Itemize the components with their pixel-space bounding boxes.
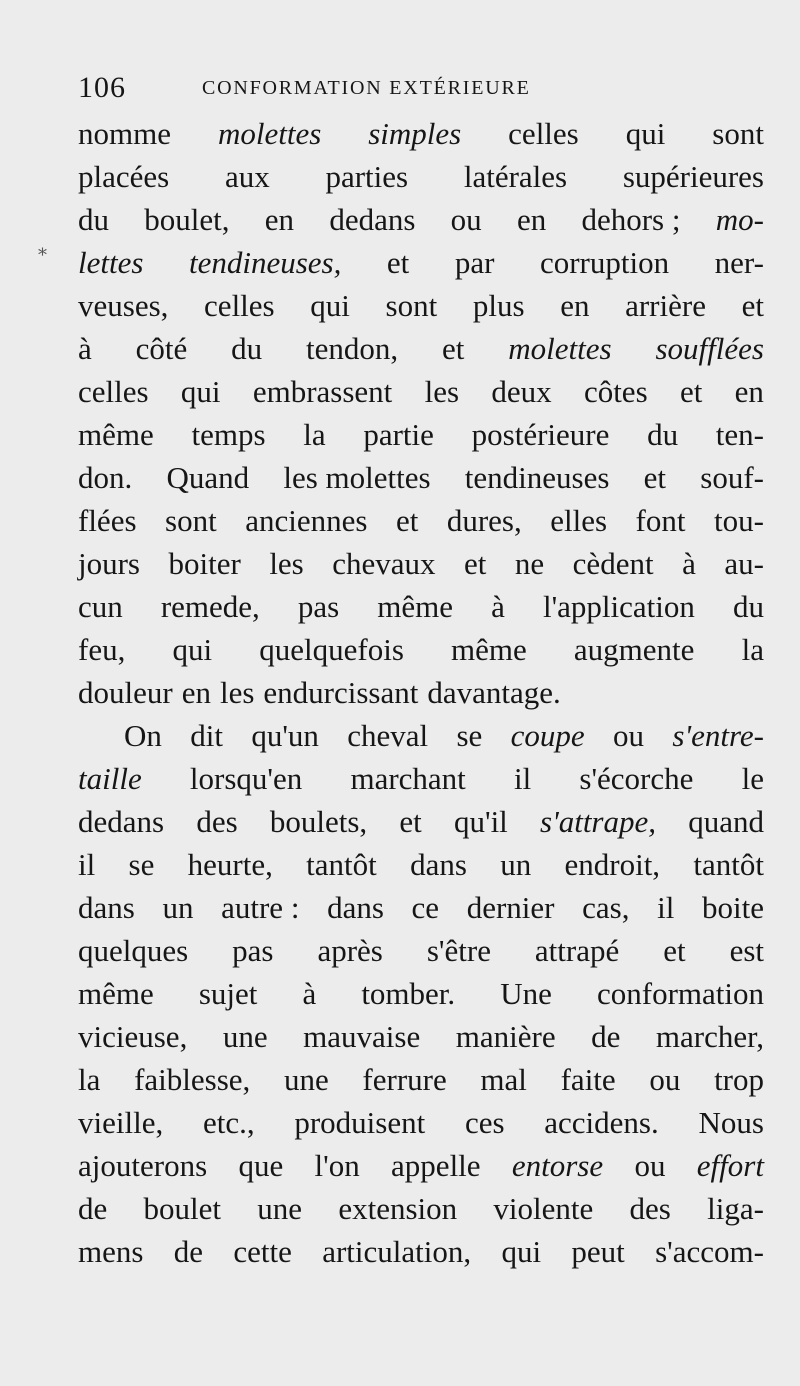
word: tendineuses xyxy=(464,460,610,495)
text-line xyxy=(78,327,764,370)
word: les molettes xyxy=(283,460,431,495)
text-line xyxy=(78,112,764,155)
word: remede, xyxy=(160,589,260,624)
word: de xyxy=(78,1191,108,1226)
word: ou xyxy=(613,718,645,753)
word: et xyxy=(395,503,419,538)
word: mens xyxy=(78,1234,144,1269)
word: des xyxy=(196,804,238,839)
word: boiter xyxy=(168,546,241,581)
word: par xyxy=(454,245,495,280)
word: liga- xyxy=(707,1191,764,1226)
word: anciennes xyxy=(245,503,368,538)
word: ou xyxy=(649,1062,681,1097)
word: davantage. xyxy=(427,675,561,710)
word: don. xyxy=(78,460,133,495)
word: un xyxy=(162,890,194,925)
word: lorsqu'en xyxy=(189,761,303,796)
word: manière xyxy=(455,1019,556,1054)
word: plus xyxy=(472,288,525,323)
word: même xyxy=(78,976,154,1011)
word: est xyxy=(729,933,764,968)
italic-word: s'attrape, xyxy=(540,804,657,839)
word: ajouterons xyxy=(78,1148,208,1183)
word: latérales xyxy=(463,159,568,194)
word: cas, xyxy=(582,890,630,925)
word: augmente xyxy=(573,632,695,667)
word: font xyxy=(635,503,686,538)
body-text xyxy=(78,112,764,1273)
word: supérieures xyxy=(622,159,764,194)
text-line xyxy=(78,628,764,671)
text-line xyxy=(78,542,764,585)
text-line xyxy=(78,585,764,628)
word: la xyxy=(78,1062,101,1097)
text-line xyxy=(78,198,764,241)
word: le xyxy=(741,761,764,796)
word: douleur xyxy=(78,675,173,710)
word: au- xyxy=(724,546,764,581)
word: et xyxy=(643,460,667,495)
word: boulets, xyxy=(269,804,368,839)
word: et xyxy=(386,245,410,280)
word: tantôt xyxy=(693,847,764,882)
word: les xyxy=(424,374,460,409)
italic-word: lettes xyxy=(78,245,144,280)
page-header xyxy=(78,70,638,106)
word: dedans xyxy=(329,202,416,237)
word: sont xyxy=(165,503,217,538)
word: On xyxy=(124,718,162,753)
word: vicieuse, xyxy=(78,1019,188,1054)
word: cèdent xyxy=(572,546,654,581)
word: endroit, xyxy=(564,847,661,882)
word: à xyxy=(78,331,92,366)
word: arrière xyxy=(625,288,706,323)
word: articulation, xyxy=(322,1234,472,1269)
word: ce xyxy=(411,890,440,925)
text-line xyxy=(78,284,764,327)
italic-word: tendineuses, xyxy=(188,245,342,280)
word: qu'il xyxy=(453,804,508,839)
word: accidens. xyxy=(544,1105,659,1140)
text-line xyxy=(78,1015,764,1058)
word: côté xyxy=(135,331,188,366)
word: ner- xyxy=(714,245,764,280)
word: les xyxy=(219,675,255,710)
word: dans xyxy=(78,890,135,925)
word: etc., xyxy=(202,1105,255,1140)
word: et xyxy=(663,933,686,968)
word: il xyxy=(513,761,532,796)
word: les xyxy=(269,546,304,581)
text-line xyxy=(78,456,764,499)
word: veuses, xyxy=(78,288,169,323)
word: partie xyxy=(363,417,434,452)
word: cette xyxy=(233,1234,292,1269)
word: feu, xyxy=(78,632,126,667)
word: marchant xyxy=(350,761,466,796)
word: extension xyxy=(338,1191,458,1226)
word: tendon, xyxy=(306,331,399,366)
word: flées xyxy=(78,503,137,538)
word: chevaux xyxy=(332,546,436,581)
word: elles xyxy=(550,503,608,538)
text-line xyxy=(78,499,764,542)
word: peut xyxy=(571,1234,625,1269)
word: dures, xyxy=(446,503,522,538)
word: boulet, xyxy=(144,202,230,237)
word: trop xyxy=(714,1062,764,1097)
italic-word: molettes xyxy=(508,331,612,366)
word: s'écorche xyxy=(579,761,694,796)
word: marcher, xyxy=(655,1019,764,1054)
word: et xyxy=(679,374,703,409)
word: endurcissant xyxy=(263,675,419,710)
word: la xyxy=(303,417,326,452)
text-line xyxy=(78,757,764,800)
word: nomme xyxy=(78,116,171,151)
italic-word: mo- xyxy=(715,202,764,237)
word: une xyxy=(257,1191,303,1226)
word: cun xyxy=(78,589,123,624)
word: celles xyxy=(508,116,579,151)
word: sont xyxy=(385,288,438,323)
word: des xyxy=(629,1191,671,1226)
word: une xyxy=(283,1062,329,1097)
word: conformation xyxy=(596,976,764,1011)
word: dans xyxy=(410,847,467,882)
text-line xyxy=(78,972,764,1015)
word: attrapé xyxy=(534,933,620,968)
word: ou xyxy=(450,202,482,237)
word: autre : xyxy=(221,890,300,925)
word: vieille, xyxy=(78,1105,164,1140)
word: tantôt xyxy=(306,847,377,882)
word: boite xyxy=(702,890,764,925)
word: la xyxy=(741,632,764,667)
word: du xyxy=(78,202,109,237)
word: du xyxy=(647,417,679,452)
word: pas xyxy=(232,933,274,968)
word: dans xyxy=(327,890,384,925)
word: l'on xyxy=(314,1148,360,1183)
italic-word: entorse xyxy=(511,1148,604,1183)
word: s'accom- xyxy=(655,1234,764,1269)
word: faiblesse, xyxy=(134,1062,251,1097)
word: mal xyxy=(480,1062,527,1097)
italic-word: taille xyxy=(78,761,142,796)
text-line xyxy=(78,241,764,284)
word: en xyxy=(181,675,211,710)
word: après xyxy=(317,933,383,968)
italic-word: simples xyxy=(368,116,462,151)
text-line xyxy=(78,843,764,886)
word: faite xyxy=(560,1062,616,1097)
word: ferrure xyxy=(362,1062,447,1097)
word: Quand xyxy=(166,460,250,495)
running-title: CONFORMATION EXTÉRIEURE xyxy=(202,77,531,99)
italic-word: molettes xyxy=(217,116,322,151)
word: en xyxy=(516,202,547,237)
text-line xyxy=(78,1144,764,1187)
italic-word: s'entre- xyxy=(672,718,764,753)
word: côtes xyxy=(583,374,648,409)
text-line xyxy=(78,155,764,198)
word: ces xyxy=(464,1105,505,1140)
word: temps xyxy=(191,417,266,452)
word: cheval xyxy=(347,718,429,753)
word: heurte, xyxy=(187,847,273,882)
word: Nous xyxy=(698,1105,764,1140)
word: même xyxy=(377,589,454,624)
word: s'être xyxy=(426,933,491,968)
word: en xyxy=(734,374,764,409)
text-line xyxy=(78,1230,764,1273)
word: se xyxy=(128,847,155,882)
word: celles xyxy=(78,374,149,409)
word: même xyxy=(78,417,154,452)
word: dehors ; xyxy=(581,202,681,237)
word: violente xyxy=(493,1191,594,1226)
word: l'application xyxy=(542,589,695,624)
word: qui xyxy=(501,1234,542,1269)
text-line xyxy=(78,714,764,757)
word: souf- xyxy=(700,460,764,495)
word: de xyxy=(591,1019,621,1054)
word: ne xyxy=(514,546,545,581)
word: postérieure xyxy=(471,417,610,452)
word: à xyxy=(682,546,696,581)
word: parties xyxy=(325,159,409,194)
italic-word: soufflées xyxy=(655,331,764,366)
word: en xyxy=(264,202,295,237)
word: boulet xyxy=(143,1191,222,1226)
word: il xyxy=(78,847,96,882)
word: qu'un xyxy=(251,718,319,753)
text-line xyxy=(78,370,764,413)
word: il xyxy=(657,890,675,925)
text-line xyxy=(78,929,764,972)
word: dit xyxy=(190,718,223,753)
word: jours xyxy=(78,546,140,581)
text-line xyxy=(78,413,764,456)
word: dernier xyxy=(466,890,555,925)
word: même xyxy=(451,632,527,667)
word: qui xyxy=(172,632,213,667)
word: que xyxy=(238,1148,284,1183)
word: et xyxy=(464,546,487,581)
word: deux xyxy=(491,374,552,409)
word: quelquefois xyxy=(259,632,404,667)
word: ten- xyxy=(715,417,764,452)
word: à xyxy=(302,976,317,1011)
word: produisent xyxy=(294,1105,426,1140)
word: qui xyxy=(625,116,666,151)
italic-word: coupe xyxy=(510,718,585,753)
word: placées xyxy=(78,159,170,194)
text-line xyxy=(78,886,764,929)
text-line xyxy=(78,800,764,843)
word: et xyxy=(741,288,764,323)
word: ou xyxy=(634,1148,666,1183)
word: quand xyxy=(688,804,764,839)
word: quelques xyxy=(78,933,189,968)
word: tou- xyxy=(713,503,764,538)
word: mauvaise xyxy=(303,1019,421,1054)
text-line xyxy=(78,671,764,714)
word: en xyxy=(560,288,590,323)
word: sujet xyxy=(198,976,258,1011)
word: Une xyxy=(500,976,552,1011)
word: une xyxy=(222,1019,268,1054)
word: et xyxy=(399,804,422,839)
word: qui xyxy=(310,288,350,323)
word: se xyxy=(456,718,483,753)
word: de xyxy=(173,1234,204,1269)
margin-mark: * xyxy=(38,245,47,266)
italic-word: effort xyxy=(696,1148,764,1183)
word: du xyxy=(732,589,764,624)
word: celles xyxy=(204,288,275,323)
word: aux xyxy=(224,159,270,194)
word: appelle xyxy=(391,1148,481,1183)
word: qui xyxy=(180,374,221,409)
text-line xyxy=(78,1187,764,1230)
page-number: 106 xyxy=(78,71,126,104)
word: tomber. xyxy=(361,976,456,1011)
word: à xyxy=(491,589,505,624)
word: corruption xyxy=(539,245,670,280)
word: dedans xyxy=(78,804,165,839)
text-line xyxy=(78,1058,764,1101)
word: embrassent xyxy=(252,374,393,409)
word: du xyxy=(231,331,263,366)
word: et xyxy=(442,331,465,366)
word: pas xyxy=(297,589,340,624)
word: sont xyxy=(712,116,764,151)
text-line xyxy=(78,1101,764,1144)
word: un xyxy=(500,847,532,882)
